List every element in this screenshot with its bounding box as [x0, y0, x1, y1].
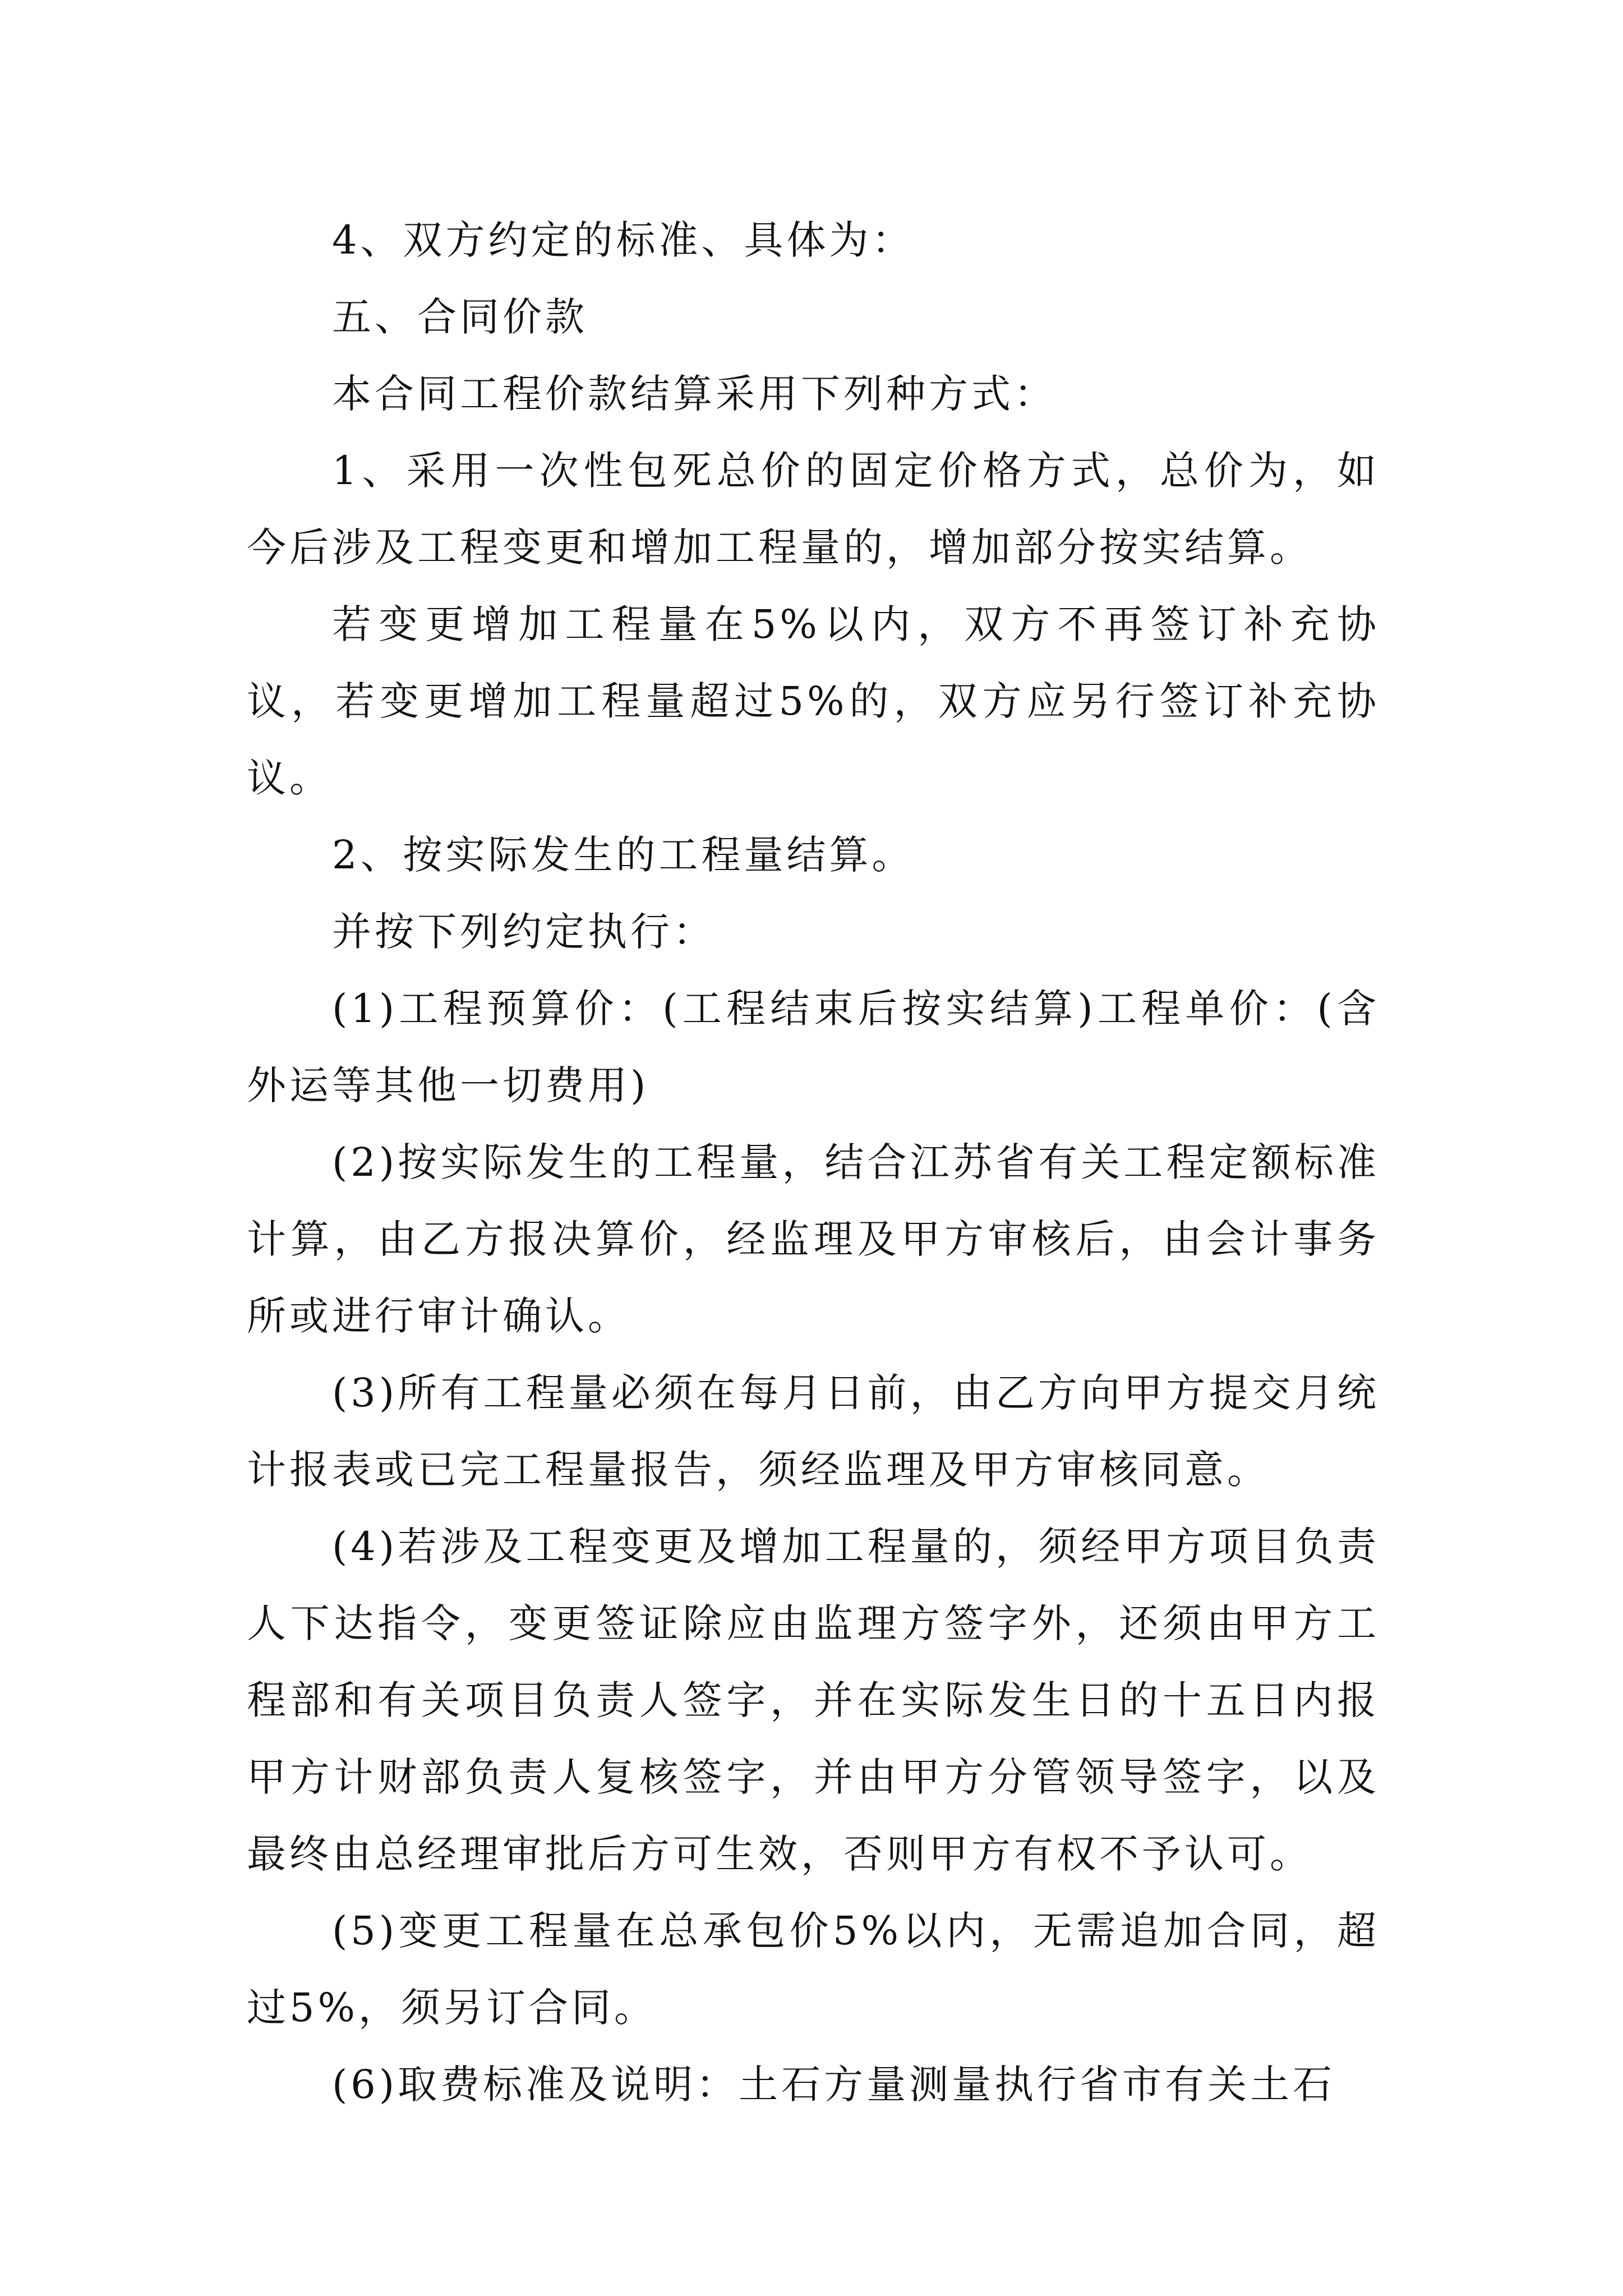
clause-4-change-approval: (4)若涉及工程变更及增加工程量的，须经甲方项目负责人下达指令，变更签证除应由监理方签字外，还须由甲方工程部和有关项目负责人签字，并在实际发生日的十五日内报甲方计财部负责人复核签字，并由甲方分管领导签字，以及最终由总经理审批后方可生效，否则甲方有权不予认可。: [247, 1524, 1380, 1877]
paragraph-execution-terms: 并按下列约定执行：: [332, 909, 716, 955]
clause-2-final-accounts: (2)按实际发生的工程量，结合江苏省有关工程定额标准计算，由乙方报决算价，经监理及甲方审核后，由会计事务所或进行审计确认。: [247, 1139, 1380, 1339]
clause-6-fee-standard: (6)取费标准及说明：土石方量测量执行省市有关土石: [332, 2062, 1336, 2108]
paragraph-variation-threshold: 若变更增加工程量在5%以内，双方不再签订补充协议，若变更增加工程量超过5%的，双方应另行签订补充协议。: [247, 601, 1380, 801]
paragraph-method-1-fixed-price: 1、采用一次性包死总价的固定价格方式，总价为，如今后涉及工程变更和增加工程量的，增加部分按实结算。: [247, 448, 1380, 570]
paragraph-settlement-methods: 本合同工程价款结算采用下列种方式：: [332, 371, 1057, 417]
document-body: [247, 202, 1380, 2123]
clause-1-budget-price: (1)工程预算价：(工程结束后按实结算)工程单价：(含外运等其他一切费用): [247, 986, 1380, 1108]
section-heading-contract-price: 五、合同价款: [332, 294, 588, 340]
clause-5-variation-limit: (5)变更工程量在总承包价5%以内，无需追加合同，超过5%，须另订合同。: [247, 1908, 1380, 2031]
clause-3-monthly-report: (3)所有工程量必须在每月日前，由乙方向甲方提交月统计报表或已完工程量报告，须经监理及甲方审核同意。: [247, 1370, 1380, 1493]
paragraph-method-2-actual-quantity: 2、按实际发生的工程量结算。: [332, 832, 915, 878]
paragraph-standard-details: 4、双方约定的标准、具体为：: [332, 217, 915, 263]
